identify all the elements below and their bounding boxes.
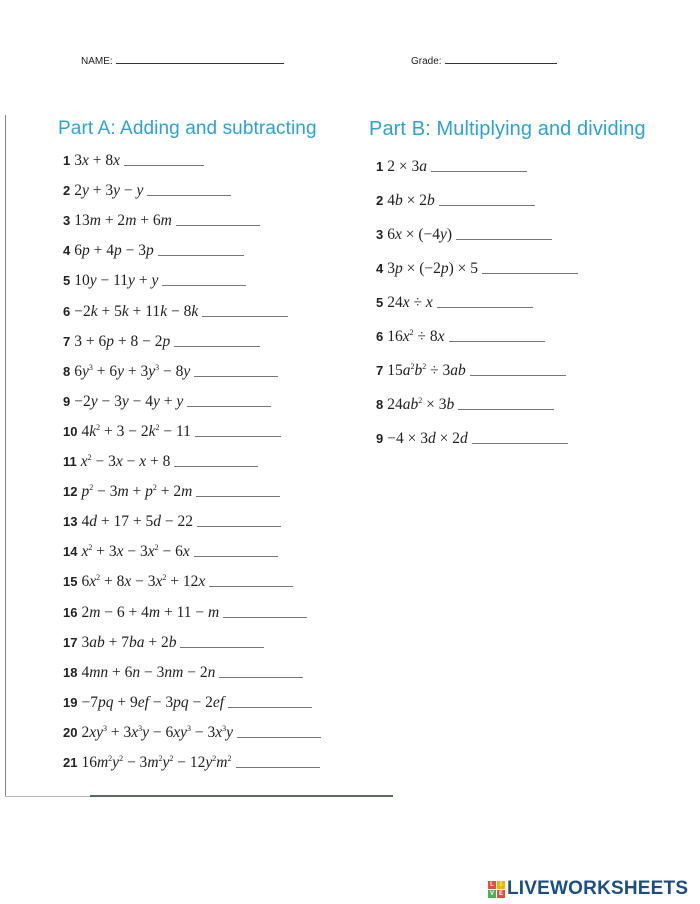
part-a-problem-19 [63,694,312,712]
grade-label: Grade: [411,56,442,67]
answer-line[interactable] [202,316,288,317]
logo-text: LIVEWORKSHEETS [507,878,689,899]
grade-field[interactable] [411,54,557,67]
part-a-problem-12 [63,483,280,501]
problem-number: 3 [63,213,71,229]
answer-line[interactable] [449,341,545,342]
answer-line[interactable] [219,677,303,678]
problem-number: 7 [63,333,71,349]
part-a-problem-20 [63,724,321,742]
problem-expression: $x^2 - 3x - x + 8$ [80,453,171,470]
part-b-problem-1 [376,158,527,176]
problem-expression: $6x^2 + 8x - 3x^2 + 12x$ [81,573,206,591]
part-a-problem-1 [63,152,204,170]
problem-number: 8 [63,363,71,379]
problem-number: 9 [376,431,384,446]
logo-tile: I [497,881,505,889]
part-a-title: Part A: Adding and subtracting [58,118,317,139]
problem-expression: 2m − 6 + 4m + 11 − m [81,603,220,621]
part-a-problem-4 [63,242,244,260]
answer-line[interactable] [439,205,535,206]
answer-line[interactable] [472,443,568,444]
problem-number: 13 [63,514,78,530]
problem-expression: −2y − 3y − 4y + y [74,392,184,410]
answer-line[interactable] [458,409,554,410]
name-field[interactable] [81,54,284,67]
part-a-problem-5 [63,272,246,290]
problem-expression: 13m + 2m + 6m [74,212,172,230]
part-b-problem-5 [376,294,533,312]
problem-expression: $x^2 + 3x - 3x^2 - 6x$ [81,543,190,561]
problem-number: 14 [63,544,78,560]
problem-expression: 10y − 11y + y [74,272,159,290]
logo-tiles-icon [488,881,505,898]
part-b-problem-6 [376,328,545,346]
problem-expression: 4d + 17 + 5d − 22 [81,513,193,531]
part-a-problem-13 [63,513,281,531]
problem-expression: 3ab + 7ba + 2b [81,633,177,651]
problem-number: 5 [63,273,71,289]
worksheet-left-border [5,115,6,797]
part-a-problem-21 [63,754,320,772]
part-b-problem-3 [376,226,552,244]
part-b-problem-8 [376,396,554,414]
problem-number: 6 [376,329,384,344]
problem-expression: $4k^2 + 3 - 2k^2 - 11$ [81,422,191,440]
problem-number: 11 [63,454,77,469]
problem-expression: 3p × (−2p) × 5 [387,260,479,277]
part-b-problem-9 [376,430,568,448]
problem-expression: 6x × (−4y) [387,226,453,243]
problem-expression: $16x^2 \div 8x$ [387,328,445,345]
answer-line[interactable] [456,239,552,240]
problem-number: 16 [63,604,78,620]
part-b-title: Part B: Multiplying and dividing [369,118,646,140]
problem-number: 18 [63,664,78,680]
problem-number: 2 [376,193,384,208]
liveworksheets-logo [488,878,688,900]
problem-expression: 4mn + 6n − 3nm − 2n [81,663,216,681]
answer-line[interactable] [187,406,271,407]
part-b-problem-2 [376,192,535,210]
problem-number: 4 [63,243,71,259]
answer-line[interactable] [162,285,246,286]
answer-line[interactable] [147,195,231,196]
answer-line[interactable] [195,436,281,437]
part-a-problem-18 [63,664,303,682]
problem-number: 5 [376,295,384,310]
answer-line[interactable] [124,165,204,166]
part-a-problem-6 [63,303,288,321]
part-a-problem-2 [63,182,231,200]
problem-expression: −7pq + 9ef − 3pq − 2ef [81,693,225,711]
answer-line[interactable] [197,526,281,527]
answer-line[interactable] [174,346,260,347]
answer-line[interactable] [196,496,280,497]
part-a-problem-8 [63,363,278,381]
name-label: NAME: [81,56,113,67]
part-b-problem-7 [376,362,566,380]
problem-number: 20 [63,724,78,740]
part-a-problem-3 [63,212,260,230]
problem-expression: 3 + 6p + 8 − 2p [74,332,171,350]
problem-number: 21 [63,755,78,770]
answer-line[interactable] [158,255,244,256]
problem-number: 1 [63,153,71,168]
problem-expression: 3x + 8x [74,152,121,169]
answer-line[interactable] [180,647,264,648]
part-a-problem-11 [63,453,258,471]
problem-number: 12 [63,484,78,500]
logo-tile: E [498,890,503,897]
problem-expression: $p^2 - 3m + p^2 + 2m$ [81,483,193,501]
problem-expression: $16m^2y^2 - 3m^2y^2 - 12y^2m^2$ [81,754,232,771]
answer-line[interactable] [223,617,307,618]
part-a-problem-16 [63,604,307,622]
grade-input-line[interactable] [445,54,557,64]
part-a-problem-14 [63,543,278,561]
answer-line[interactable] [194,376,278,377]
problem-expression: $24ab^2 \times 3b$ [387,396,455,413]
problem-expression: $15a^2b^2 \div 3ab$ [387,362,466,379]
problem-number: 1 [376,159,384,174]
problem-number: 4 [376,261,384,276]
part-b-problem-4 [376,260,578,278]
problem-expression: $6y^3 + 6y + 3y^3 - 8y$ [74,362,191,380]
problem-expression: 4b × 2b [387,192,435,209]
answer-line[interactable] [431,171,527,172]
logo-tile: L [488,881,496,889]
answer-line[interactable] [470,375,566,376]
problem-expression: −2k + 5k + 11k − 8k [74,302,199,320]
part-a-problem-17 [63,634,264,652]
problem-expression: 2 × 3a [387,158,427,175]
worksheet-bottom-rule [90,795,393,797]
problem-number: 6 [63,303,71,319]
problem-expression: 24x ÷ x [387,294,433,311]
answer-line[interactable] [237,737,321,738]
problem-number: 15 [63,574,78,590]
answer-line[interactable] [437,307,533,308]
problem-number: 2 [63,183,71,199]
answer-line[interactable] [228,707,312,708]
problem-number: 7 [376,363,384,378]
problem-number: 3 [376,227,384,242]
answer-line[interactable] [482,273,578,274]
problem-number: 8 [376,397,384,412]
answer-line[interactable] [174,466,258,467]
problem-number: 17 [63,634,78,650]
part-a-problem-7 [63,333,260,351]
answer-line[interactable] [236,767,320,768]
logo-tile: V [489,890,494,897]
problem-expression: $2xy^3 + 3x^3y - 6xy^3 - 3x^3y$ [81,723,234,741]
answer-line[interactable] [194,556,278,557]
answer-line[interactable] [176,225,260,226]
problem-expression: 6p + 4p − 3p [74,242,154,260]
answer-line[interactable] [209,586,293,587]
part-a-problem-9 [63,393,271,411]
problem-number: 19 [63,694,78,710]
problem-number: 10 [63,423,78,439]
part-a-problem-10 [63,423,281,441]
part-a-problem-15 [63,573,293,591]
problem-expression: −4 × 3d × 2d [387,430,468,447]
problem-expression: 2y + 3y − y [74,182,144,200]
problem-number: 9 [63,393,71,409]
name-input-line[interactable] [116,54,284,64]
